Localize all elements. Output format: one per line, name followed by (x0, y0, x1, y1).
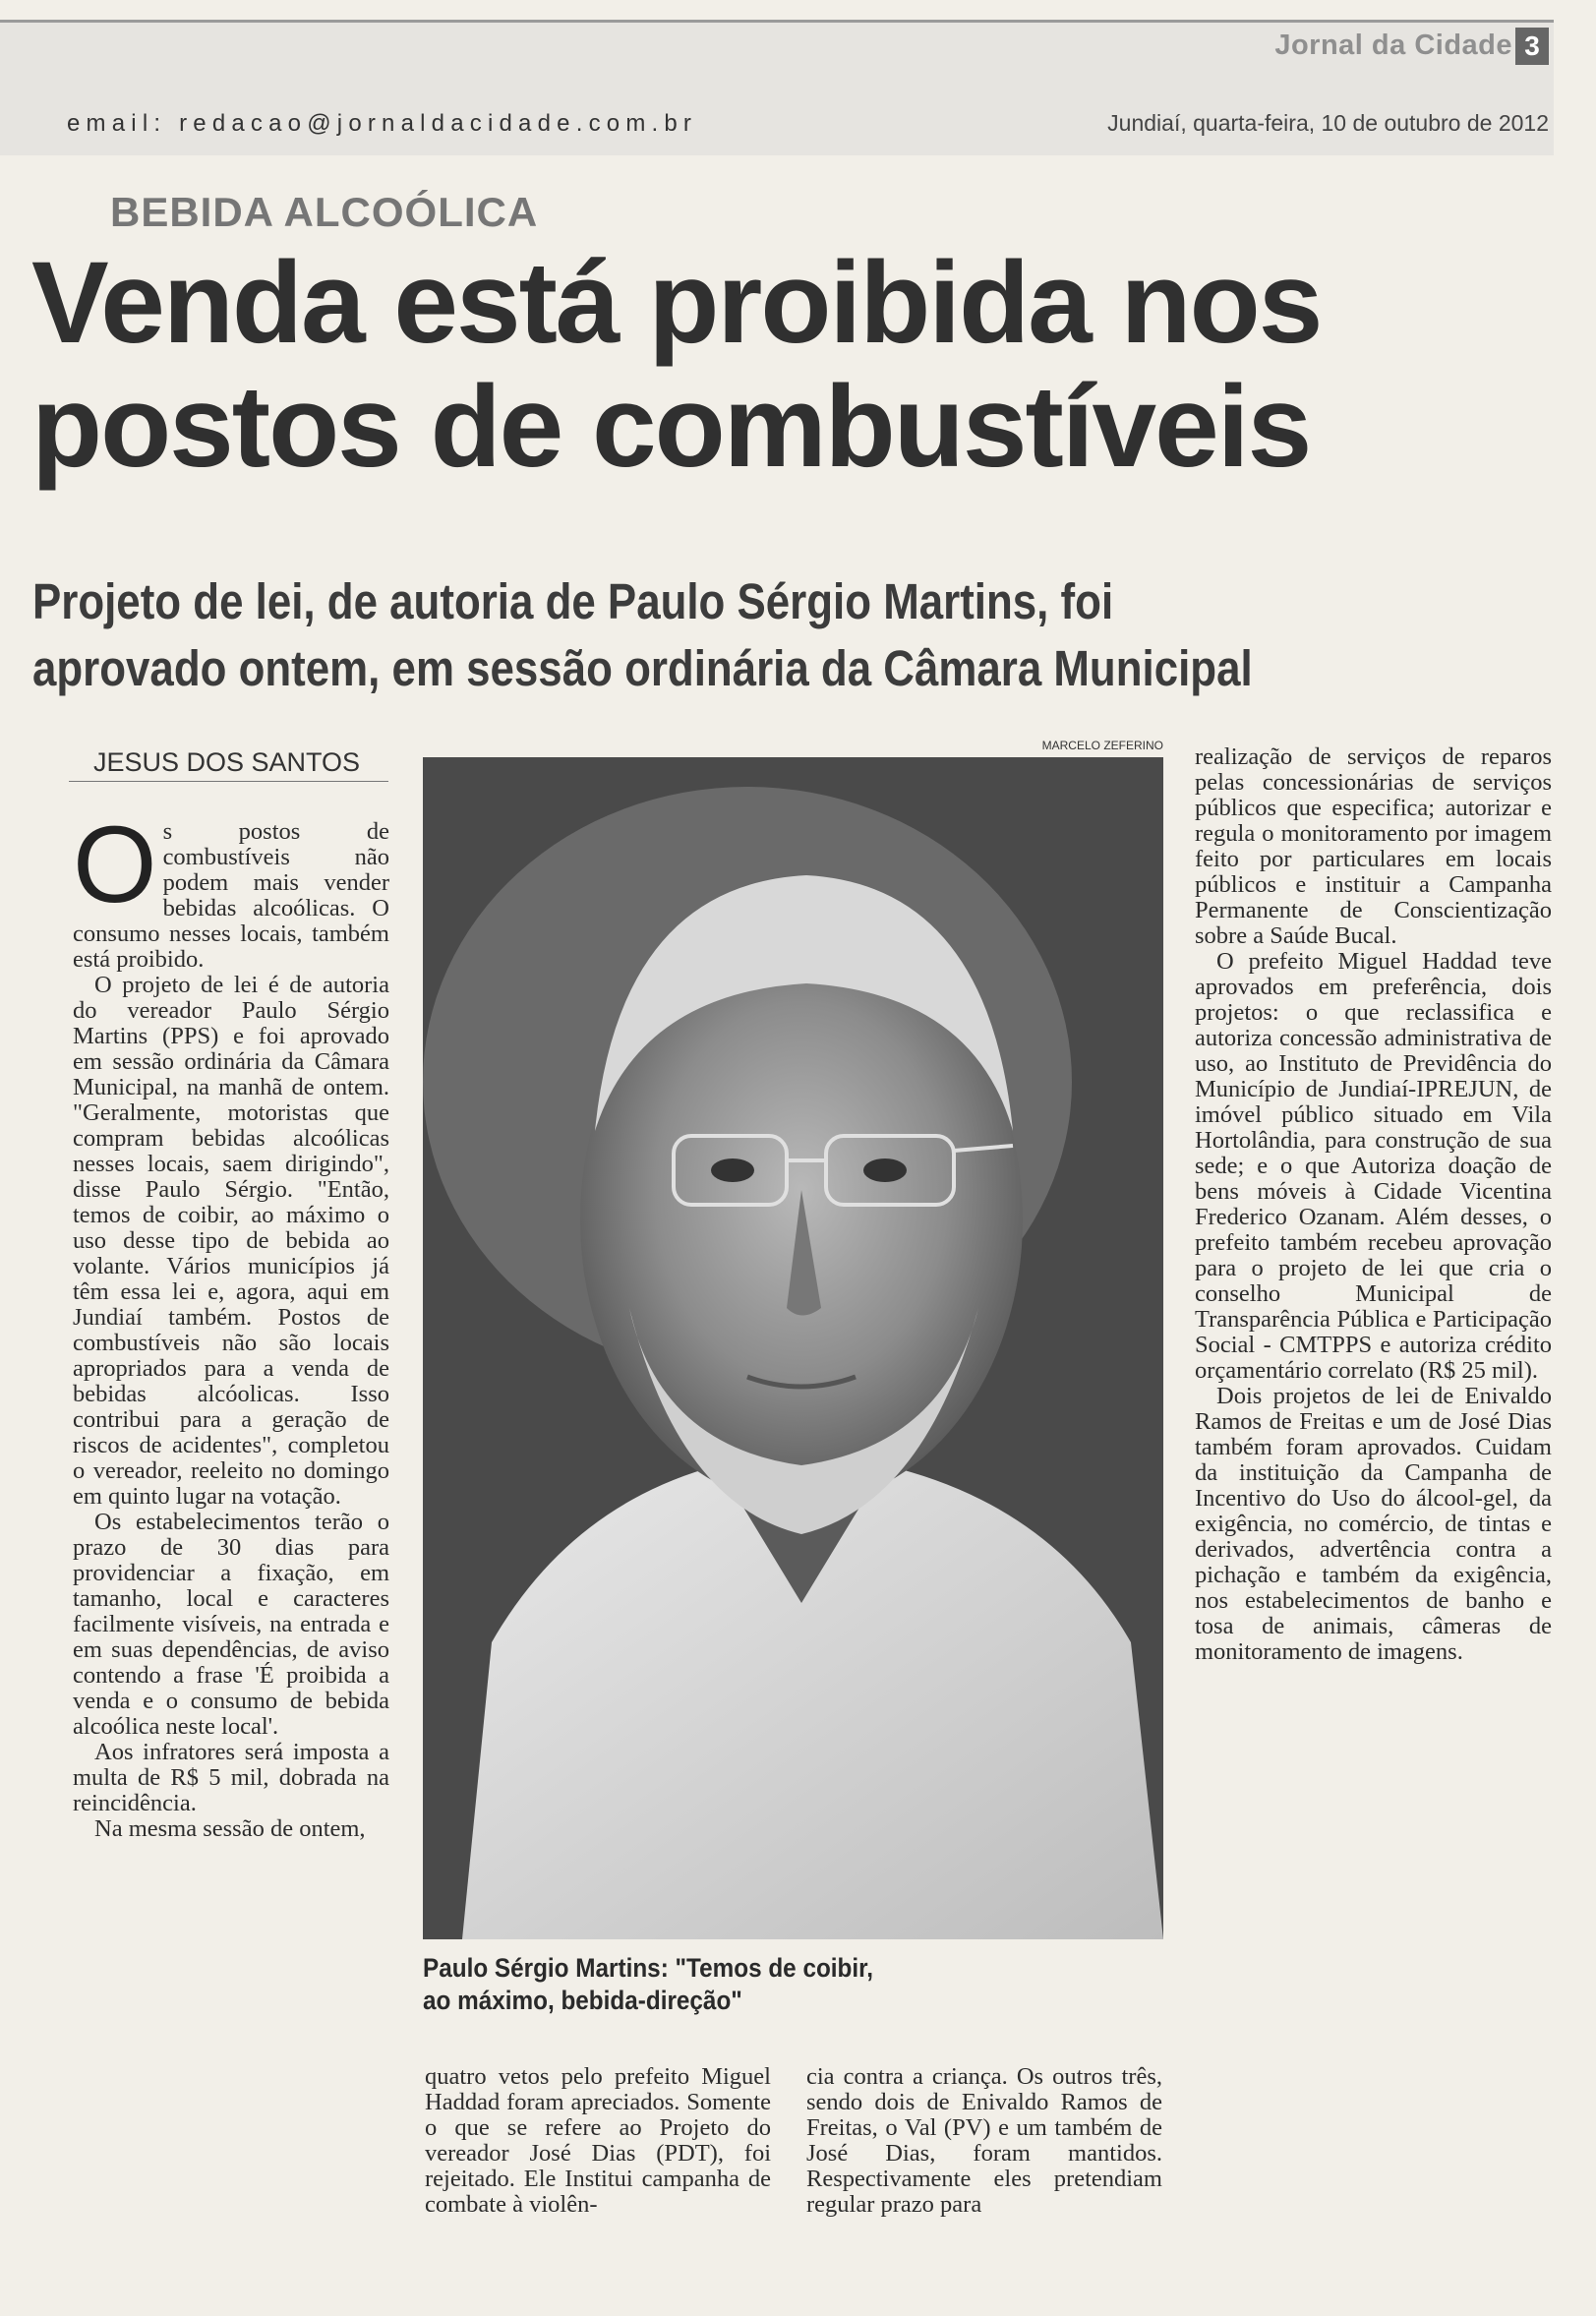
paper-name: Jornal da Cidade (1274, 30, 1512, 61)
column-4 (1195, 744, 1552, 1665)
paragraph: cia contra a criança. Os outros três, sendo dois de Enivaldo Ramos de Freitas, o Val (PV) e um também de José Dias, foram mantidos. Respectivamente eles pretendiam regular prazo para (806, 2063, 1162, 2218)
subhead-line-1: Projeto de lei, de autoria de Paulo Sérgio Martins, foi (32, 573, 1114, 629)
paragraph: O projeto de lei é de autoria do vereador Paulo Sérgio Martins (PPS) e foi aprovado em sessão ordinária da Câmara Municipal, na manhã de ontem. "Geralmente, motoristas que compram bebidas alcoólicas nesses locais, saem dirigindo", disse Paulo Sérgio. "Então, temos de coibir, ao máximo o uso desse tipo de bebida ao volante. Vários municípios já têm essa lei e, agora, aqui em Jundiaí também. Postos de combustíveis não são locais apropriados para a venda de bebidas alcóolicas. Isso contribui para a geração de riscos de acidentes", completou o vereador, reeleito no domingo em quinto lugar na votação. (73, 972, 389, 1510)
paragraph (73, 804, 389, 973)
headline (31, 238, 1566, 492)
paragraph: realização de serviços de reparos pelas concessionárias de serviços públicos que especifica; autorizar e regula o monitoramento por imagem feito por particulares em locais públicos e instituir a Campanha Permanente de Conscientização sobre a Saúde Bucal. (1195, 743, 1552, 949)
subhead-line-2: aprovado ontem, em sessão ordinária da Câmara Municipal (32, 640, 1253, 696)
headline-line-2: postos de combustíveis (31, 362, 1311, 492)
kicker: BEBIDA ALCOÓLICA (110, 189, 539, 235)
paragraph: Na mesma sessão de ontem, (94, 1815, 366, 1842)
byline: JESUS DOS SANTOS (93, 747, 361, 777)
column-3-bottom (806, 2064, 1162, 2218)
paragraph: Aos infratores será imposta a multa de R$ 5 mil, dobrada na reincidência. (73, 1739, 389, 1816)
page-number: 3 (1515, 28, 1549, 65)
portrait-photo (423, 757, 1163, 1939)
byline-rule (69, 781, 388, 782)
drop-cap: O (73, 804, 157, 925)
email-address: email: redacao@jornaldacidade.com.br (67, 110, 698, 137)
portrait-illustration (423, 757, 1163, 1939)
column-2-bottom (425, 2064, 771, 2218)
paragraph-text: s postos de combustíveis não podem mais vender bebidas alcoólicas. O consumo nesses locais, também está proibido. (73, 818, 389, 973)
paragraph: Os estabelecimentos terão o prazo de 30 dias para providenciar a fixação, em tamanho, local e caracteres facilmente visíveis, na entrada e em suas dependências, de aviso contendo a frase 'É proibida a venda e o consumo de bebida alcoólica neste local'. (73, 1509, 389, 1740)
headline-line-1: Venda está proibida nos (31, 238, 1322, 368)
photo-caption: Paulo Sérgio Martins: "Temos de coibir, ao máximo, bebida-direção" (423, 1953, 874, 2015)
paragraph: Dois projetos de lei de Enivaldo Ramos de Freitas e um de José Dias também foram aprovados. Cuidam da instituição da Campanha de Incentivo do Uso do álcool-gel, da exigência, no comércio, de tintas e derivados, advertência contra a pichação e também da exigência, nos estabelecimentos de banho e tosa de animais, câmeras de monitoramento de imagens. (1195, 1383, 1552, 1665)
subheadline (32, 568, 1301, 702)
paragraph: O prefeito Miguel Haddad teve aprovados em preferência, dois projetos: o que reclassifica e autoriza concessão administrativa de uso, ao Instituto de Previdência do Município de Jundiaí-IPREJUN, de imóvel público situado em Vila Hortolândia, para construção de sua sede; e o que Autoriza doação de bens móveis à Cidade Vicentina Frederico Ozanam. Além desses, o prefeito também recebeu aprovação para o projeto de lei que cria o conselho Municipal de Transparência Pública e Participação Social - CMTPPS e autoriza crédito orçamentário correlato (R$ 25 mil). (1195, 948, 1552, 1384)
dateline: Jundiaí, quarta-feira, 10 de outubro de 2012 (1107, 110, 1549, 136)
photo-credit: MARCELO ZEFERINO (1041, 739, 1163, 752)
column-1 (73, 804, 389, 1842)
paragraph: quatro vetos pelo prefeito Miguel Haddad foram apreciados. Somente o que se refere ao Projeto do vereador José Dias (PDT), foi rejeitado. Ele Institui campanha de combate à violên- (425, 2063, 771, 2218)
